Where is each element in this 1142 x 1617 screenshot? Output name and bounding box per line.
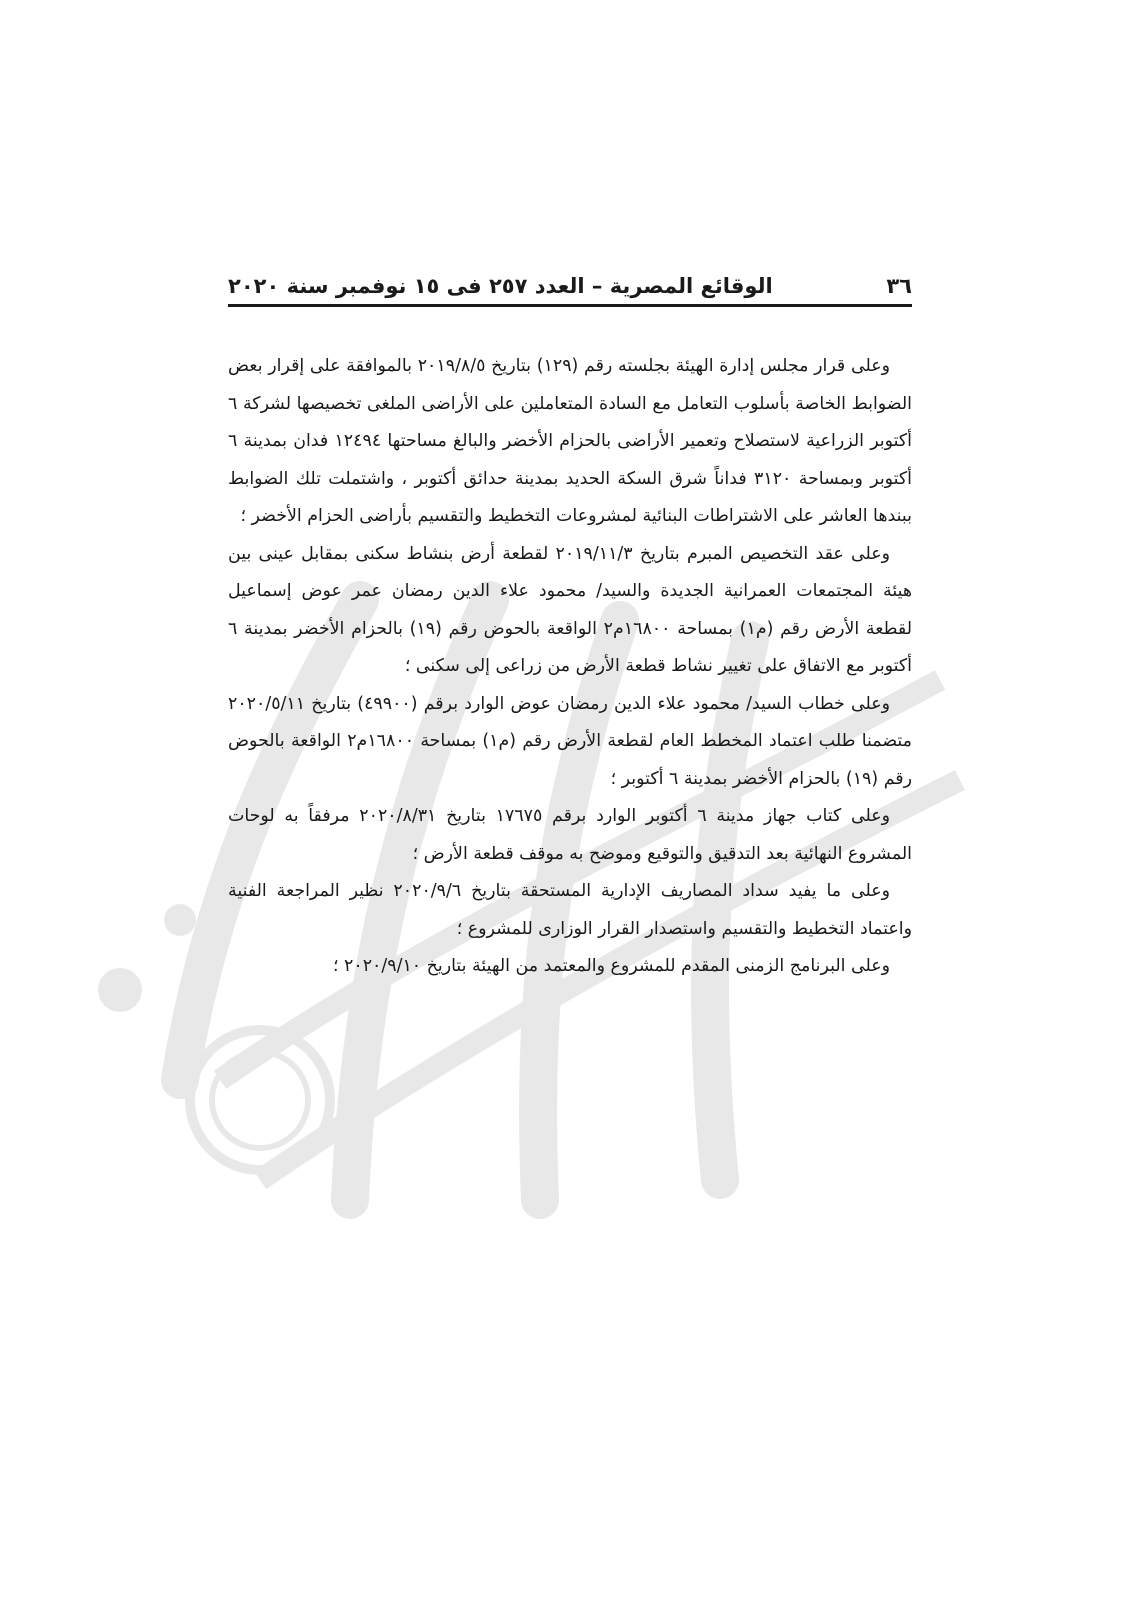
paragraph: وعلى خطاب السيد/ محمود علاء الدين رمضان عوض الوارد برقم (٤٩٩٠٠) بتاريخ ٢٠٢٠/٥/١١ متضمنا طلب اعتماد المخطط العام لقطعة الأرض رقم (م١) بمساحة ١٦٨٠٠م٢ الواقعة بالحوض رقم (١٩) بالحزام الأخضر بمدينة ٦ أكتوبر ؛ <box>228 693 912 789</box>
page-header <box>228 258 912 298</box>
document-body <box>228 348 912 986</box>
header-divider <box>228 304 912 307</box>
paragraph: وعلى قرار مجلس إدارة الهيئة بجلسته رقم (١٢٩) بتاريخ ٢٠١٩/٨/٥ بالموافقة على إقرار بعض الضوابط الخاصة بأسلوب التعامل مع السادة المتعاملين على الأراضى الملغى تخصيصها لشركة ٦ أكتوبر الزراعية لاستصلاح وتعمير الأراضى بالحزام الأخضر والبالغ مساحتها ١٢٤٩٤ فدان بمدينة ٦ أكتوبر وبمساحة ٣١٢٠ فداناً شرق السكة الحديد بمدينة حدائق أكتوبر ، واشتملت تلك الضوابط ببندها العاشر على الاشتراطات البنائية لمشروعات التخطيط والتقسيم بأراضى الحزام الأخضر ؛ <box>228 356 912 526</box>
paragraph: وعلى ما يفيد سداد المصاريف الإدارية المستحقة بتاريخ ٢٠٢٠/٩/٦ نظير المراجعة الفنية واعتماد التخطيط والتقسيم واستصدار القرار الوزارى للمشروع ؛ <box>228 881 912 939</box>
gazette-title: الوقائع المصرية – العدد ٢٥٧ فى ١٥ نوفمبر سنة ٢٠٢٠ <box>228 274 773 298</box>
page-number: ٣٦ <box>886 274 912 298</box>
official-seal-icon <box>190 1030 330 1170</box>
paragraph: وعلى كتاب جهاز مدينة ٦ أكتوبر الوارد برقم ١٧٦٧٥ بتاريخ ٢٠٢٠/٨/٣١ مرفقاً به لوحات المشروع النهائية بعد التدقيق والتوقيع وموضح به موقف قطعة الأرض ؛ <box>228 806 912 864</box>
paragraph: وعلى عقد التخصيص المبرم بتاريخ ٢٠١٩/١١/٣ لقطعة أرض بنشاط سكنى بمقابل عينى بين هيئة المجتمعات العمرانية الجديدة والسيد/ محمود علاء الدين رمضان عمر عوض إسماعيل لقطعة الأرض رقم (م١) بمساحة ١٦٨٠٠م٢ الواقعة بالحوض رقم (١٩) بالحزام الأخضر بمدينة ٦ أكتوبر مع الاتفاق على تغيير نشاط قطعة الأرض من زراعى إلى سكنى ؛ <box>228 543 913 676</box>
paragraph: وعلى البرنامج الزمنى المقدم للمشروع والمعتمد من الهيئة بتاريخ ٢٠٢٠/٩/١٠ ؛ <box>332 956 890 976</box>
